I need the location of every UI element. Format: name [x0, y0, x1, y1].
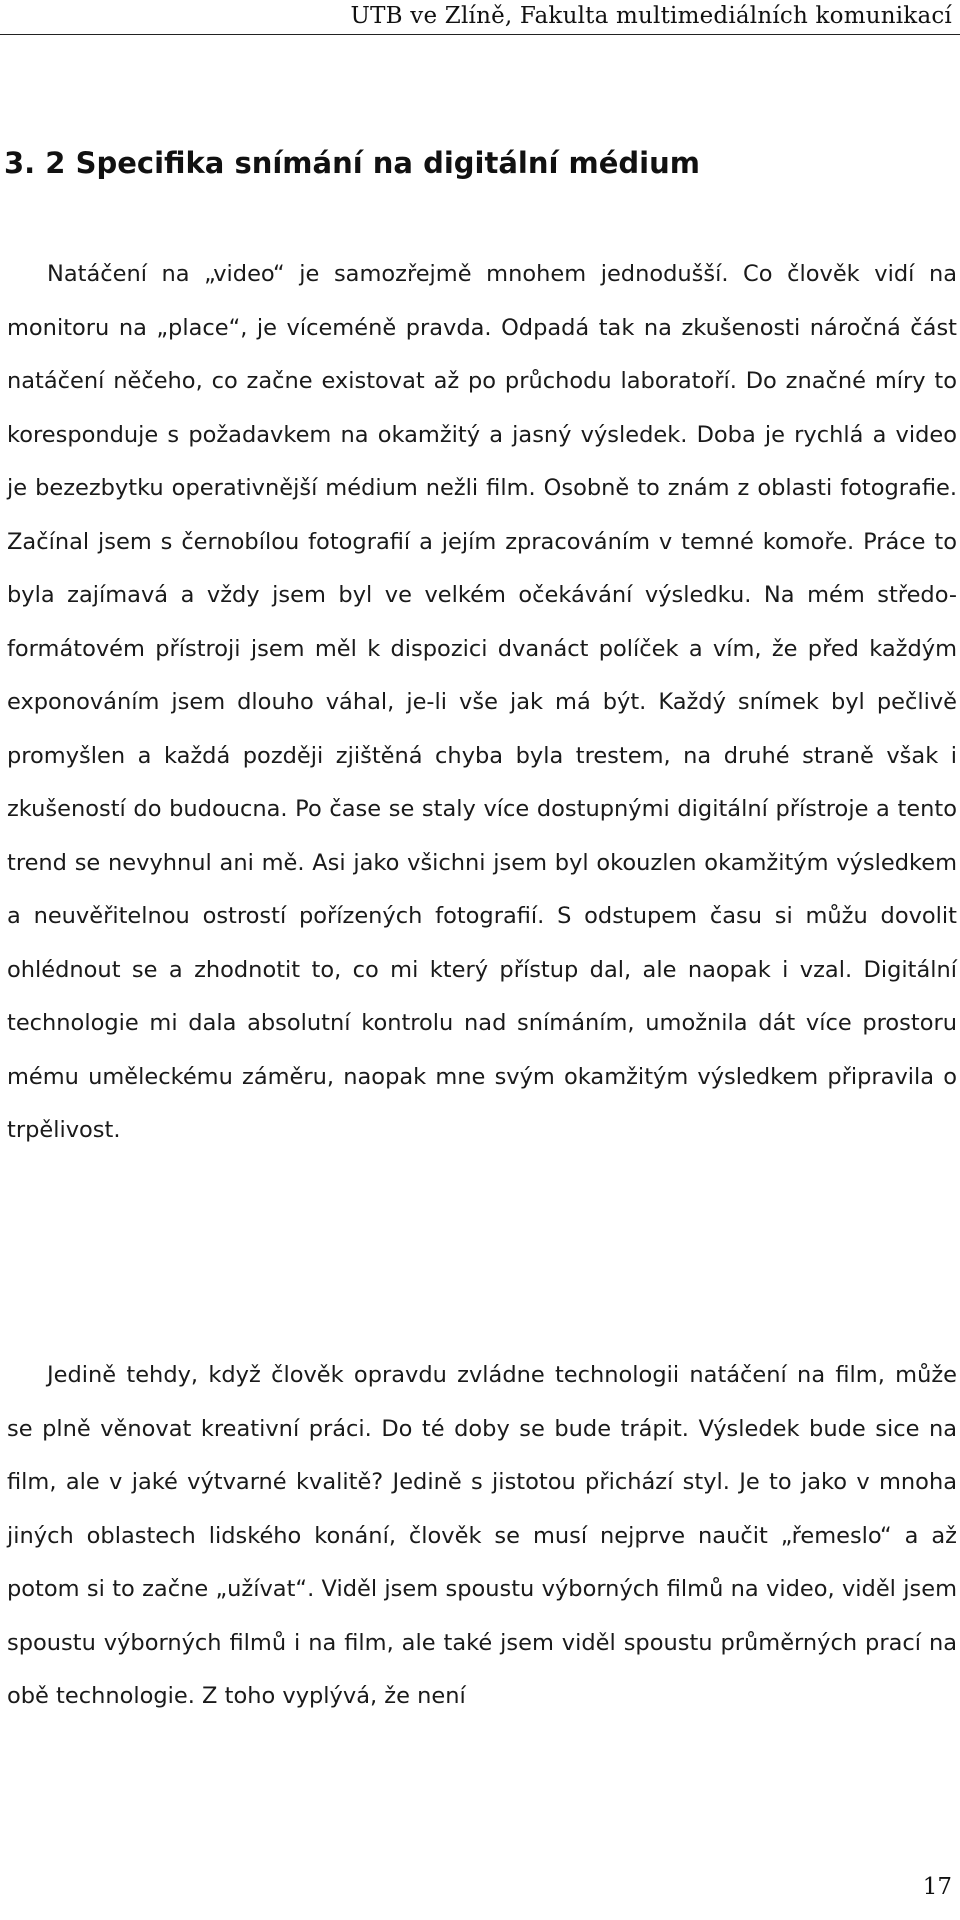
page-number: 17 — [922, 1874, 952, 1900]
section-heading: 3. 2 Specifika snímání na digitální médium — [4, 146, 700, 180]
body-paragraph: Jedině tehdy, když člověk opravdu zvládne technologii natáčení na film, může se plně věnovat kreativní práci. Do té doby se bude trápit. Výsledek bude sice na film, ale v jaké výtvarné kvalitě? Jedině s jistotou přichází styl. Je to jako v mnoha jiných oblastech lidského konání, člověk se musí nejprve naučit „řemeslo“ a až potom si to začne „užívat“. Viděl jsem spoustu výborných filmů na video, viděl jsem spoustu výborných filmů i na film, ale také jsem viděl spoustu průměrných prací na obě technologie. Z toho vyplývá, že není — [7, 1362, 957, 1709]
header-divider — [0, 34, 960, 35]
running-header: UTB ve Zlíně, Fakulta multimediálních komunikací — [350, 3, 952, 29]
body-paragraph: Natáčení na „video“ je samozřejmě mnohem jednodušší. Co člověk vidí na monitoru na „place“, je víceméně pravda. Odpadá tak na zkušenosti náročná část natáčení něčeho, co začne existovat až po průchodu laboratoří. Do značné míry to koresponduje s požadavkem na okamžitý a jasný výsledek. Doba je rychlá a video je bezezbytku operativnější médium nežli film. Osobně to znám z oblasti fotografie. Začínal jsem s černobílou fotografií a jejím zpracováním v temné komoře. Práce to byla zajímavá a vždy jsem byl ve velkém očekávání výsledku. Na mém středo-formátovém přístroji jsem měl k dispozici dvanáct políček a vím, že před každým exponováním jsem dlouho váhal, je-li vše jak má být. Každý snímek byl pečlivě promyšlen a každá později zjištěná chyba byla trestem, na druhé straně však i zkušeností do budoucna. Po čase se staly více dostupnými digitální přístroje a tento trend se nevyhnul ani mě. Asi jako všichni jsem byl okouzlen okamžitým výsledkem a neuvěřitelnou ostrostí pořízených fotografií. S odstupem času si můžu dovolit ohlédnout se a zhodnotit to, co mi který přístup dal, ale naopak i vzal. Digitální technologie mi dala absolutní kontrolu nad snímáním, umožnila dát více prostoru mému uměleckému záměru, naopak mne svým okamžitým výsledkem připravila o trpělivost. — [7, 261, 957, 1143]
